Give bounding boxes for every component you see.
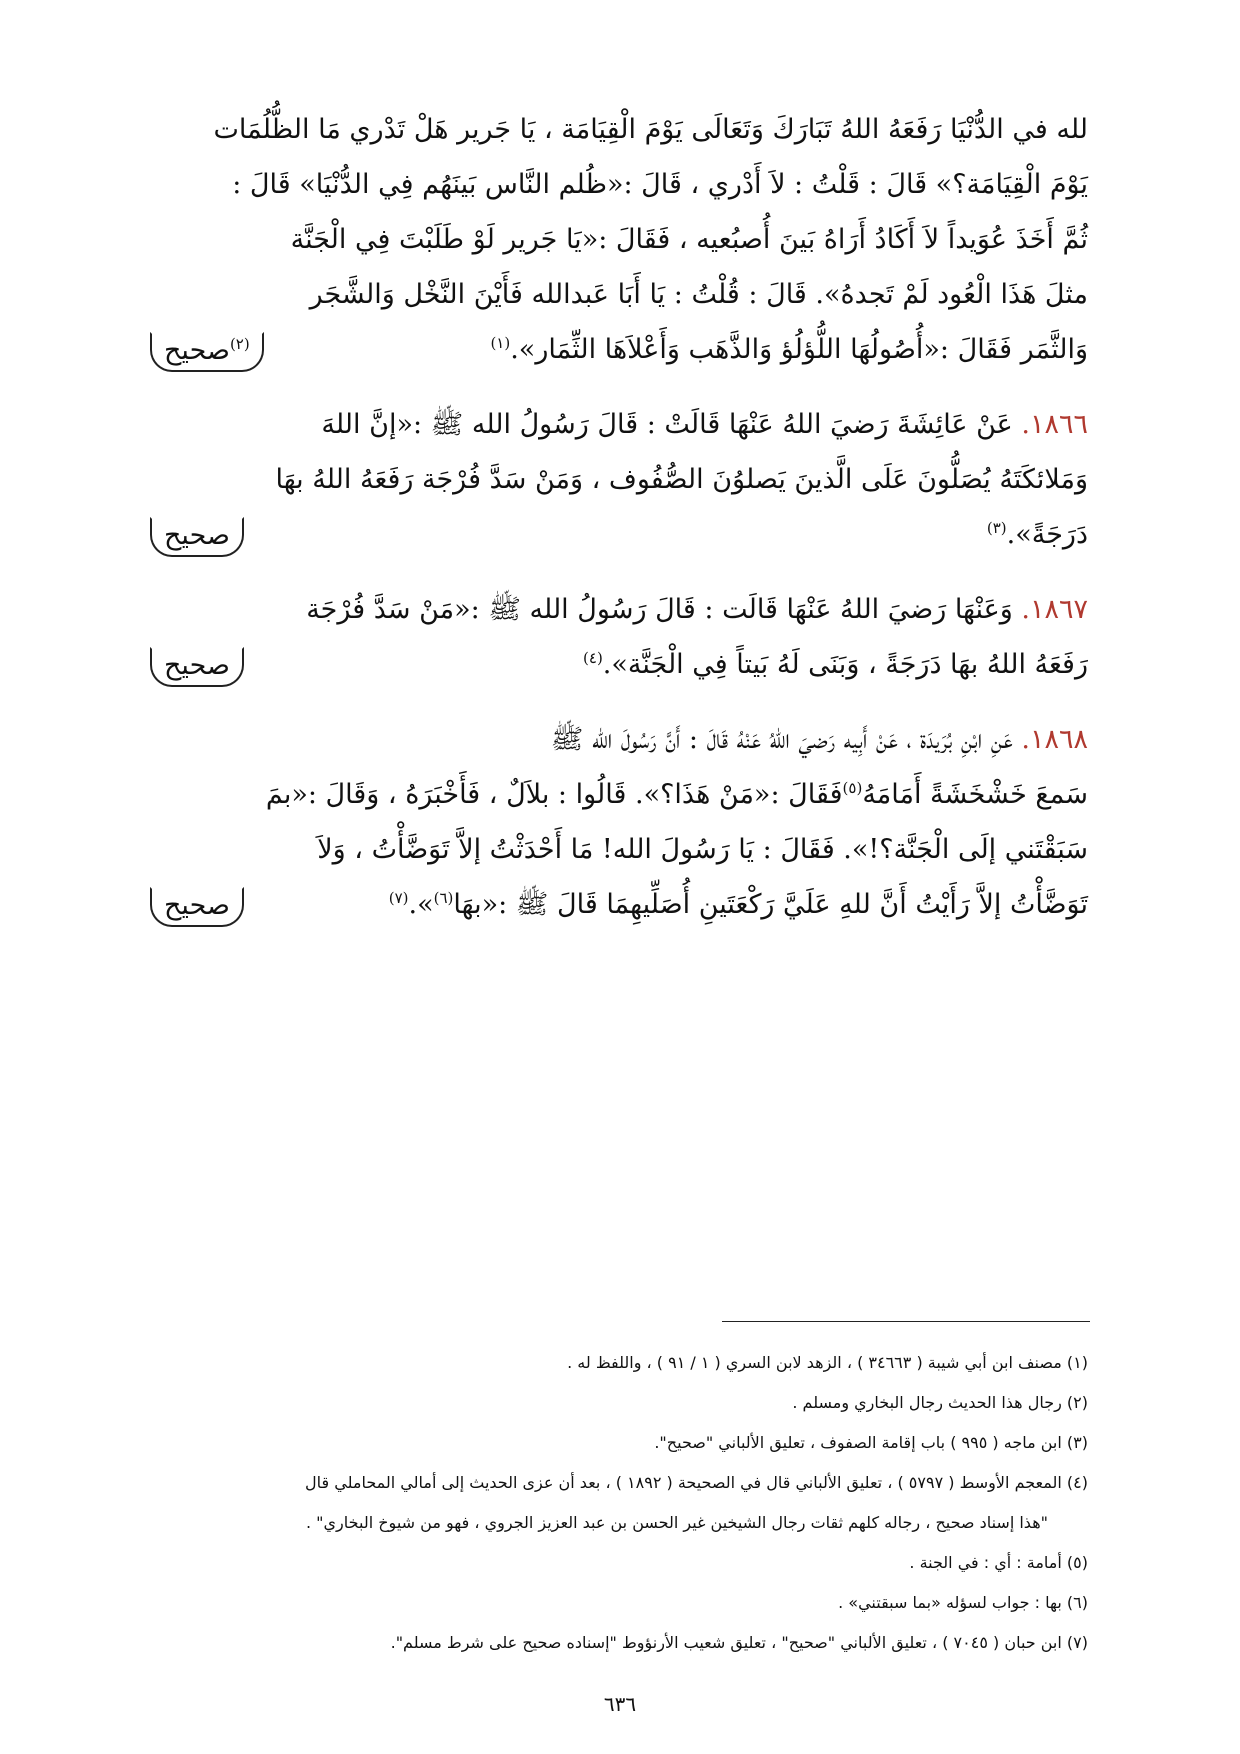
text-segment: وَعَنْهَا رَضيَ اللهُ عَنْهَا قَالَت : قَالَ رَسُولُ الله ﷺ :«مَنْ سَدَّ فُرْجَة bbox=[306, 594, 1013, 625]
text-line: مثلَ هَذَا الْعُود لَمْ تَجدهُ». قَالَ : قُلْتُ : يَا أَبَا عَبدالله فَأَيْنَ النَّخْل وَالشَّجَر bbox=[309, 279, 1088, 310]
text-segment: تَوَضَّأْتُ إلاَّ رَأَيْتُ أَنَّ للهِ عَلَيَّ رَكْعَتَينِ أُصَلِّيهِمَا قَالَ ﷺ :«بهَا bbox=[453, 889, 1088, 920]
text-line bbox=[150, 712, 1088, 767]
hadith-1866 bbox=[150, 397, 1088, 562]
footnote-ref-7: (٧) bbox=[388, 889, 409, 907]
hadith-1865-end bbox=[150, 102, 1088, 377]
footnote-3: (٣) ابن ماجه ( ٩٩٥ ) باب إقامة الصفوف ، تعليق الألباني "صحيح". bbox=[654, 1433, 1088, 1452]
footnote-7: (٧) ابن حبان ( ٧٠٤٥ ) ، تعليق الألباني "صحيح" ، تعليق شعيب الأرنؤوط "إسناده صحيح على شرط مسلم". bbox=[390, 1633, 1088, 1652]
footnote-6: (٦) بها : جواب لسؤله «بما سبقتني» . bbox=[838, 1593, 1088, 1612]
text-segment: عَنِ ابْنِ بُرَيدَة ، عَنْ أَبِيه رَضيَ اللهُ عَنْهُ قَالَ : أَنَّ رَسُولَ الله ﷺ bbox=[550, 724, 1013, 755]
text-segment: فَقَالَ :«مَنْ هَذَا؟». قَالُوا : بلاَلٌ ، فَأَخْبَرَهُ ، وَقَالَ :«بمَ bbox=[265, 779, 843, 810]
text-segment: ». bbox=[408, 889, 434, 920]
grade-badge: صحيح bbox=[150, 887, 244, 927]
footnote-5: (٥) أمامة : أي : في الجنة . bbox=[909, 1553, 1088, 1572]
footnote-ref-6: (٦) bbox=[433, 889, 454, 907]
text-line: لله في الدُّنْيَا رَفَعَهُ اللهُ تَبَارَكَ وَتَعَالَى يَوْمَ الْقِيَامَة ، يَا جَرير هَلْ تَدْري مَا الظُّلُمَات bbox=[213, 114, 1088, 145]
grade-badge: صحيح bbox=[150, 517, 244, 557]
footnote-2: (٢) رجال هذا الحديث رجال البخاري ومسلم . bbox=[792, 1393, 1088, 1412]
hadith-1867 bbox=[150, 582, 1088, 692]
text-line: سَبَقْتَني إلَى الْجَنَّة؟!». فَقَالَ : يَا رَسُولَ الله! مَا أَحْدَثْتُ إلاَّ تَوَضَّأْتُ ، وَلاَ bbox=[317, 834, 1088, 865]
text-segment: سَمعَ خَشْخَشَةً أَمَامَهُ bbox=[862, 779, 1088, 810]
grade-badge bbox=[150, 332, 264, 372]
footnote-ref-5: (٥) bbox=[842, 779, 863, 797]
text-line: وَمَلائكَتَهُ يُصَلُّونَ عَلَى الَّذينَ يَصلوُنَ الصُّفُوف ، وَمَنْ سَدَّ فُرْجَة رَفَعَهُ اللهُ بهَا bbox=[275, 464, 1088, 495]
footnote-ref-3: (٣) bbox=[986, 519, 1007, 537]
text-line bbox=[150, 582, 1088, 637]
text-line: ثُمَّ أَخَذَ عُوَيداً لاَ أَكَادُ أَرَاهُ بَينَ أُصبُعيه ، فَقَالَ :«يَا جَرير لَوْ طَلَبْتَ فِي الْجَنَّة bbox=[290, 224, 1088, 255]
footnote-4: (٤) المعجم الأوسط ( ٥٧٩٧ ) ، تعليق الألباني قال في الصحيحة ( ١٨٩٢ ) ، بعد أن عزى الحديث إلى أمالي المحاملي قال bbox=[305, 1473, 1088, 1492]
text-segment: دَرَجَةً». bbox=[1006, 519, 1088, 550]
text-line bbox=[150, 507, 1088, 562]
footnote-divider bbox=[722, 1321, 1090, 1322]
text-segment: رَفَعَهُ اللهُ بهَا دَرَجَةً ، وَبَنَى لَهُ بَيتاً فِي الْجَنَّة». bbox=[602, 649, 1088, 680]
hadith-1868 bbox=[150, 712, 1088, 932]
text-line bbox=[150, 397, 1088, 452]
text-line bbox=[150, 877, 1088, 932]
text-line bbox=[150, 767, 1088, 822]
main-text bbox=[150, 102, 1088, 932]
text-line: يَوْمَ الْقِيَامَة؟» قَالَ : قَلْتُ : لاَ أَدْري ، قَالَ :«ظُلم النَّاس بَينَهُم فِي الدُّنْيَا» قَالَ : bbox=[232, 169, 1088, 200]
footnotes bbox=[150, 1343, 1088, 1663]
hadith-number: ١٨٦٧. bbox=[1021, 594, 1088, 625]
footnote-4-continued: "هذا إسناد صحيح ، رجاله كلهم ثقات رجال الشيخين غير الحسن بن عبد العزيز الجروي ، فهو من شيوخ البخاري" . bbox=[306, 1513, 1048, 1532]
text-line bbox=[150, 322, 1088, 377]
footnote-ref-2: (٢) bbox=[229, 335, 250, 353]
footnote-1: (١) مصنف ابن أبي شيبة ( ٣٤٦٦٣ ) ، الزهد لابن السري ( ١ / ٩١ ) ، واللفظ له . bbox=[567, 1353, 1088, 1372]
page-number: ٦٣٦ bbox=[603, 1692, 637, 1716]
text-segment: عَنْ عَائِشَةَ رَضيَ اللهُ عَنْهَا قَالَتْ : قَالَ رَسُولُ الله ﷺ :«إنَّ اللهَ bbox=[321, 409, 1013, 440]
text-line bbox=[150, 637, 1088, 692]
hadith-number: ١٨٦٨. bbox=[1021, 724, 1088, 755]
footnote-ref-1: (١) bbox=[490, 334, 511, 352]
grade-label: صحيح bbox=[164, 335, 230, 366]
grade-badge: صحيح bbox=[150, 647, 244, 687]
footnote-ref-4: (٤) bbox=[583, 649, 603, 667]
text-segment: وَالثَّمَر فَقَالَ :«أُصُولُهَا اللُّؤلُؤ وَالذَّهَب وَأَعْلاَهَا الثِّمَار». bbox=[510, 334, 1088, 365]
hadith-number: ١٨٦٦. bbox=[1021, 409, 1088, 440]
